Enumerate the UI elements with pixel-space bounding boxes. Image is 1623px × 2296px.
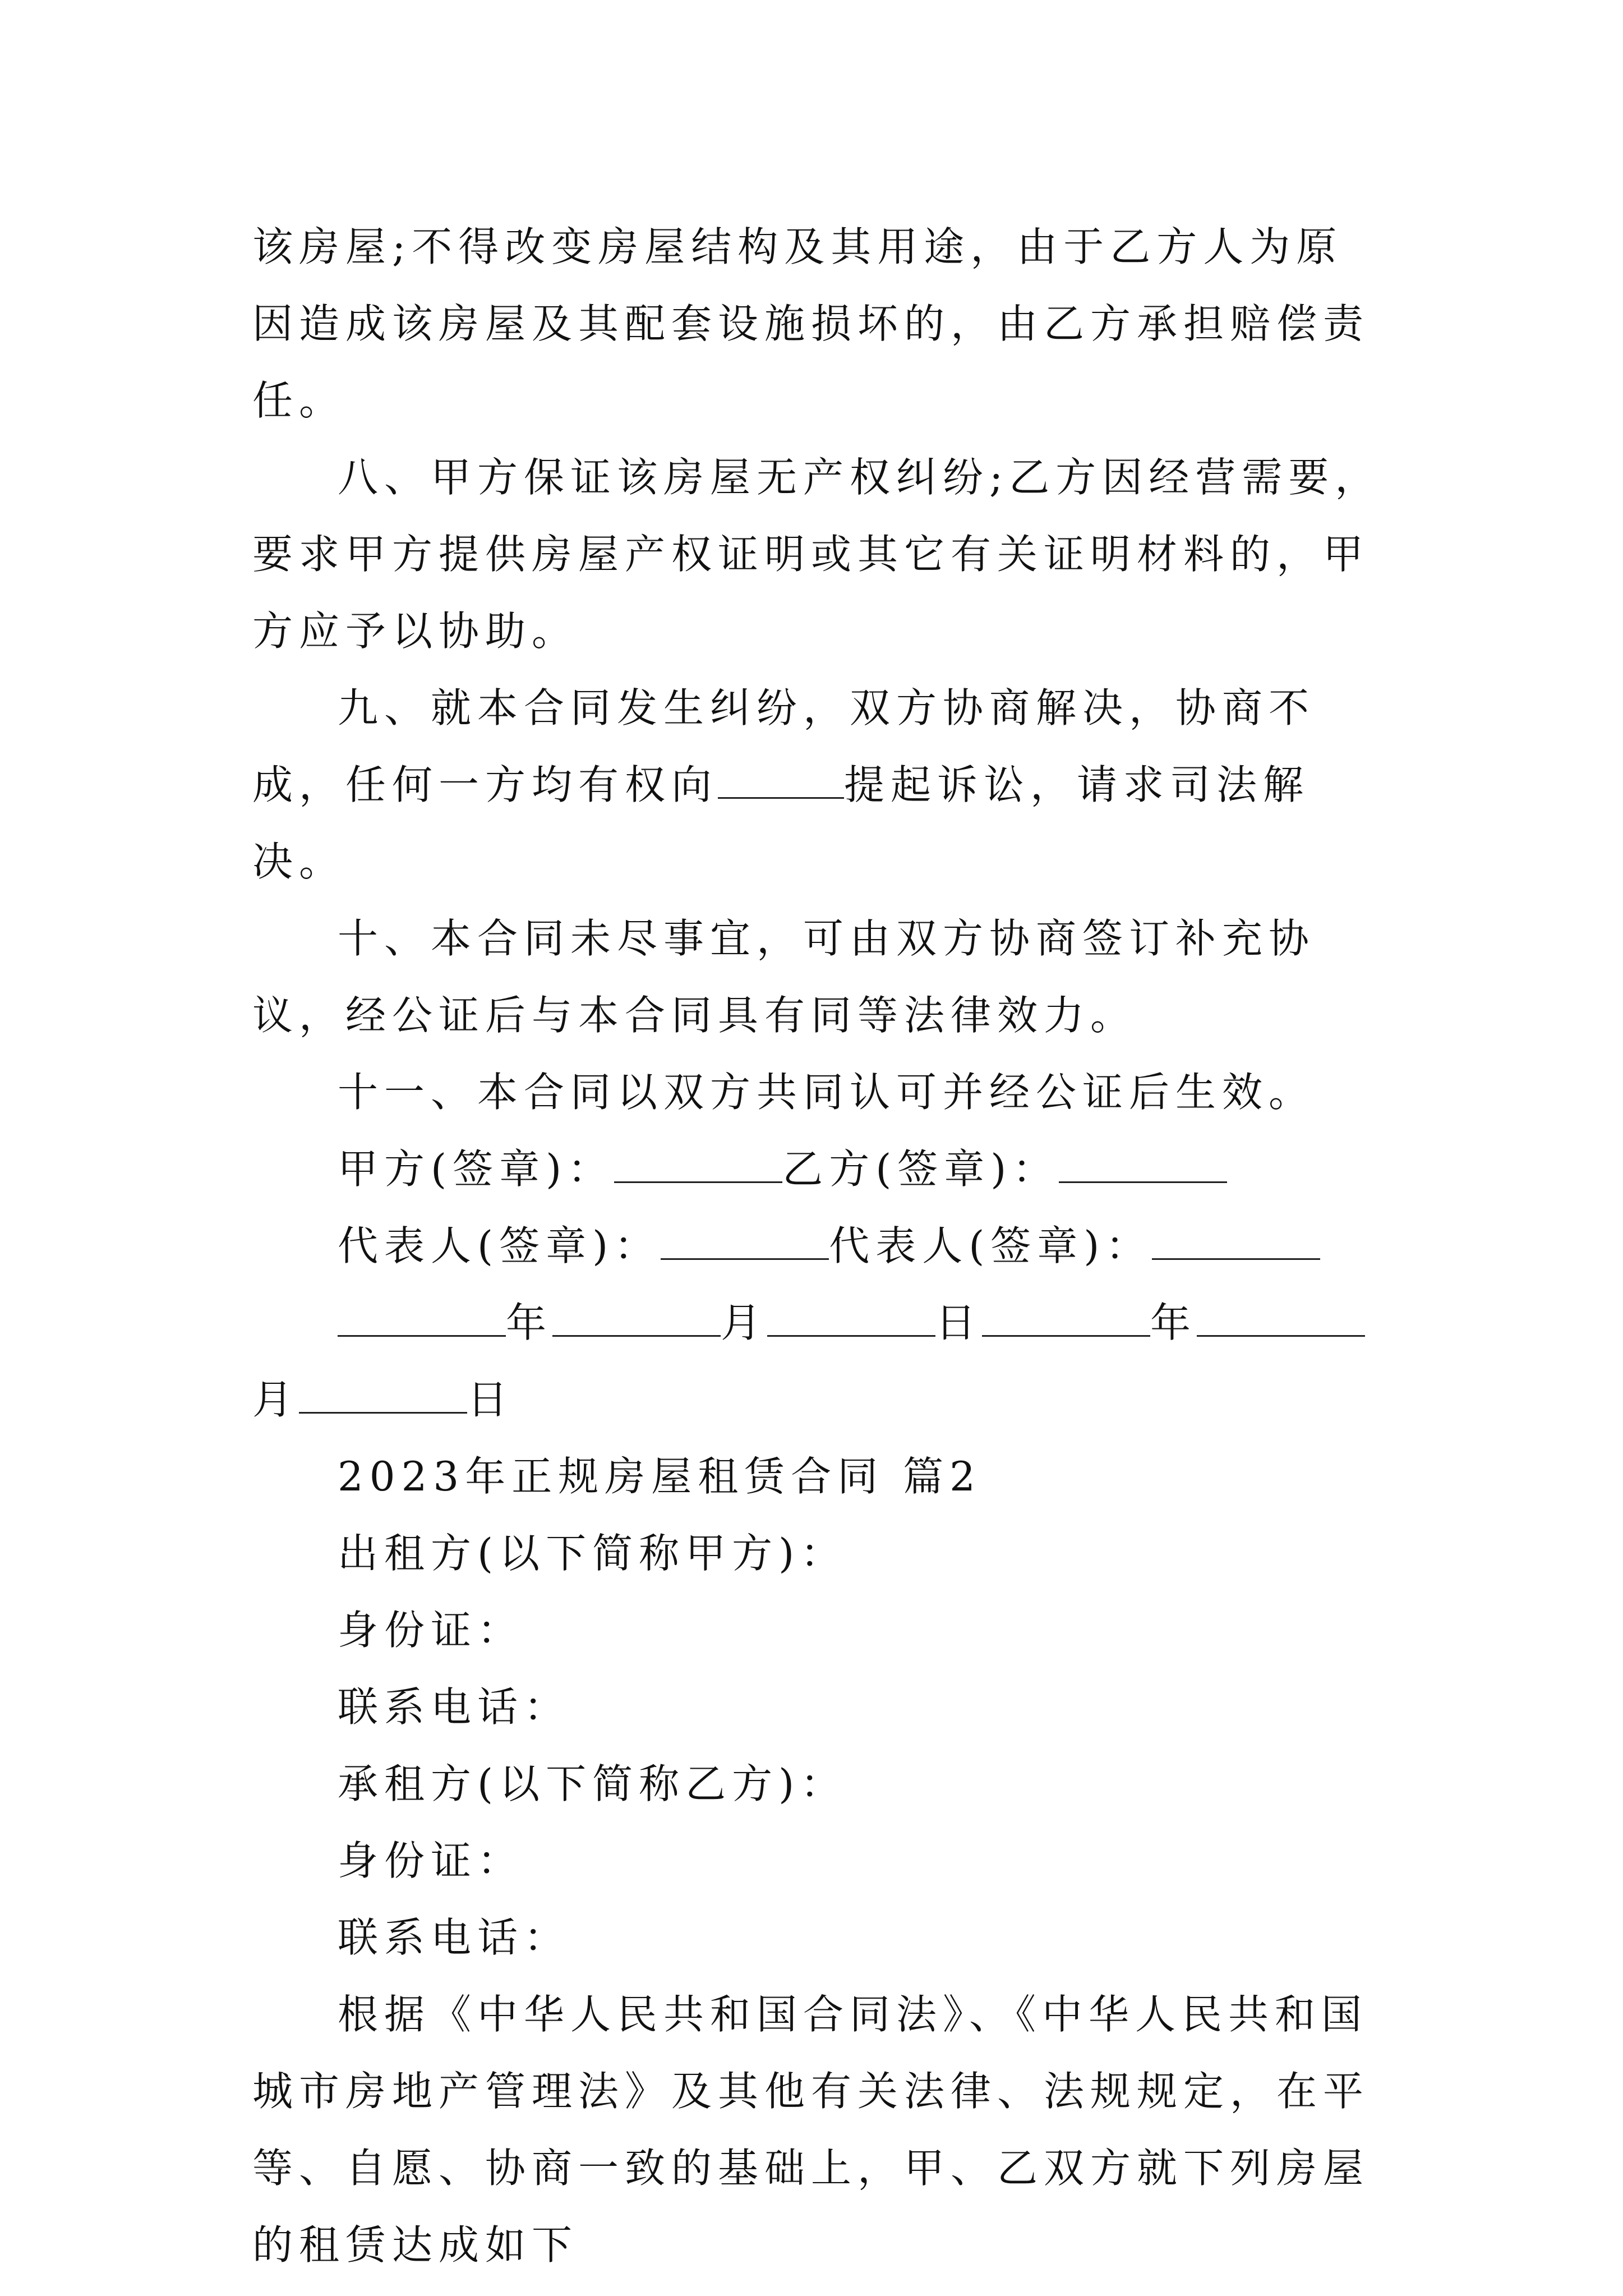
- day-b-label: 日: [467, 1376, 514, 1423]
- signature-line-representatives: [252, 1208, 1388, 1285]
- month-a-label: 月: [721, 1299, 768, 1346]
- paragraph-damage-liability: 该房屋;不得改变房屋结构及其用途，由于乙方人为原因造成该房屋及其配套设施损坏的，由乙方承担赔偿责任。: [252, 223, 1370, 424]
- day-b-blank: [299, 1378, 467, 1414]
- party-b-signature-label: 乙方(签章)：: [782, 1145, 1059, 1193]
- paragraph-clause-11: 十一、本合同以双方共同认可并经公证后生效。: [338, 1069, 1316, 1116]
- year-b-label: 年: [1150, 1299, 1197, 1346]
- day-a-blank: [767, 1301, 935, 1337]
- party-b-signature-blank: [1059, 1148, 1227, 1183]
- month-b-label: 月: [252, 1376, 299, 1423]
- lessee-phone-label: 联系电话：: [338, 1914, 571, 1961]
- year-b-blank: [982, 1301, 1150, 1337]
- month-a-blank: [552, 1301, 721, 1337]
- rep-a-signature-blank: [661, 1225, 829, 1260]
- clause-9-text-b: 提起诉讼，请求司法解决。: [252, 761, 1310, 885]
- section-2-preamble: 根据《中华人民共和国合同法》、《中华人民共和国城市房地产管理法》及其他有关法律、法规规定，在平等、自愿、协商一致的基础上，甲、乙双方就下列房屋的租赁达成如下: [252, 1991, 1370, 2269]
- lessee-id-label: 身份证：: [338, 1837, 524, 1884]
- rep-b-signature-blank: [1152, 1225, 1320, 1260]
- year-a-label: 年: [506, 1299, 553, 1346]
- day-a-label: 日: [935, 1299, 983, 1346]
- party-a-signature-label: 甲方(签章)：: [338, 1145, 615, 1193]
- lessee-label: 承租方(以下简称乙方)：: [338, 1760, 847, 1807]
- date-line: [252, 1285, 1388, 1438]
- document-body: [252, 209, 1388, 2284]
- court-blank: [718, 763, 844, 799]
- rep-a-signature-label: 代表人(签章)：: [338, 1222, 661, 1269]
- month-b-blank: [1197, 1301, 1365, 1337]
- paragraph-clause-10: 十、本合同未尽事宜，可由双方协商签订补充协议，经公证后与本合同具有同等法律效力。: [252, 915, 1316, 1039]
- signature-line-parties: [252, 1131, 1388, 1208]
- paragraph-clause-9: [252, 670, 1388, 900]
- paragraph-clause-8: 八、甲方保证该房屋无产权纠纷;乙方因经营需要，要求甲方提供房屋产权证明或其它有关证明材料的，甲方应予以协助。: [252, 454, 1382, 655]
- party-a-signature-blank: [614, 1148, 782, 1183]
- rep-b-signature-label: 代表人(签章)：: [829, 1222, 1152, 1269]
- section-2-title: 2023年正规房屋租赁合同 篇2: [338, 1453, 981, 1500]
- lessor-id-label: 身份证：: [338, 1607, 524, 1654]
- lessor-phone-label: 联系电话：: [338, 1683, 571, 1731]
- lessor-label: 出租方(以下简称甲方)：: [338, 1530, 847, 1577]
- clause-9-text-a: 九、就本合同发生纠纷，双方协商解决，协商不成，任何一方均有权向: [252, 684, 1316, 808]
- year-a-blank: [338, 1301, 506, 1337]
